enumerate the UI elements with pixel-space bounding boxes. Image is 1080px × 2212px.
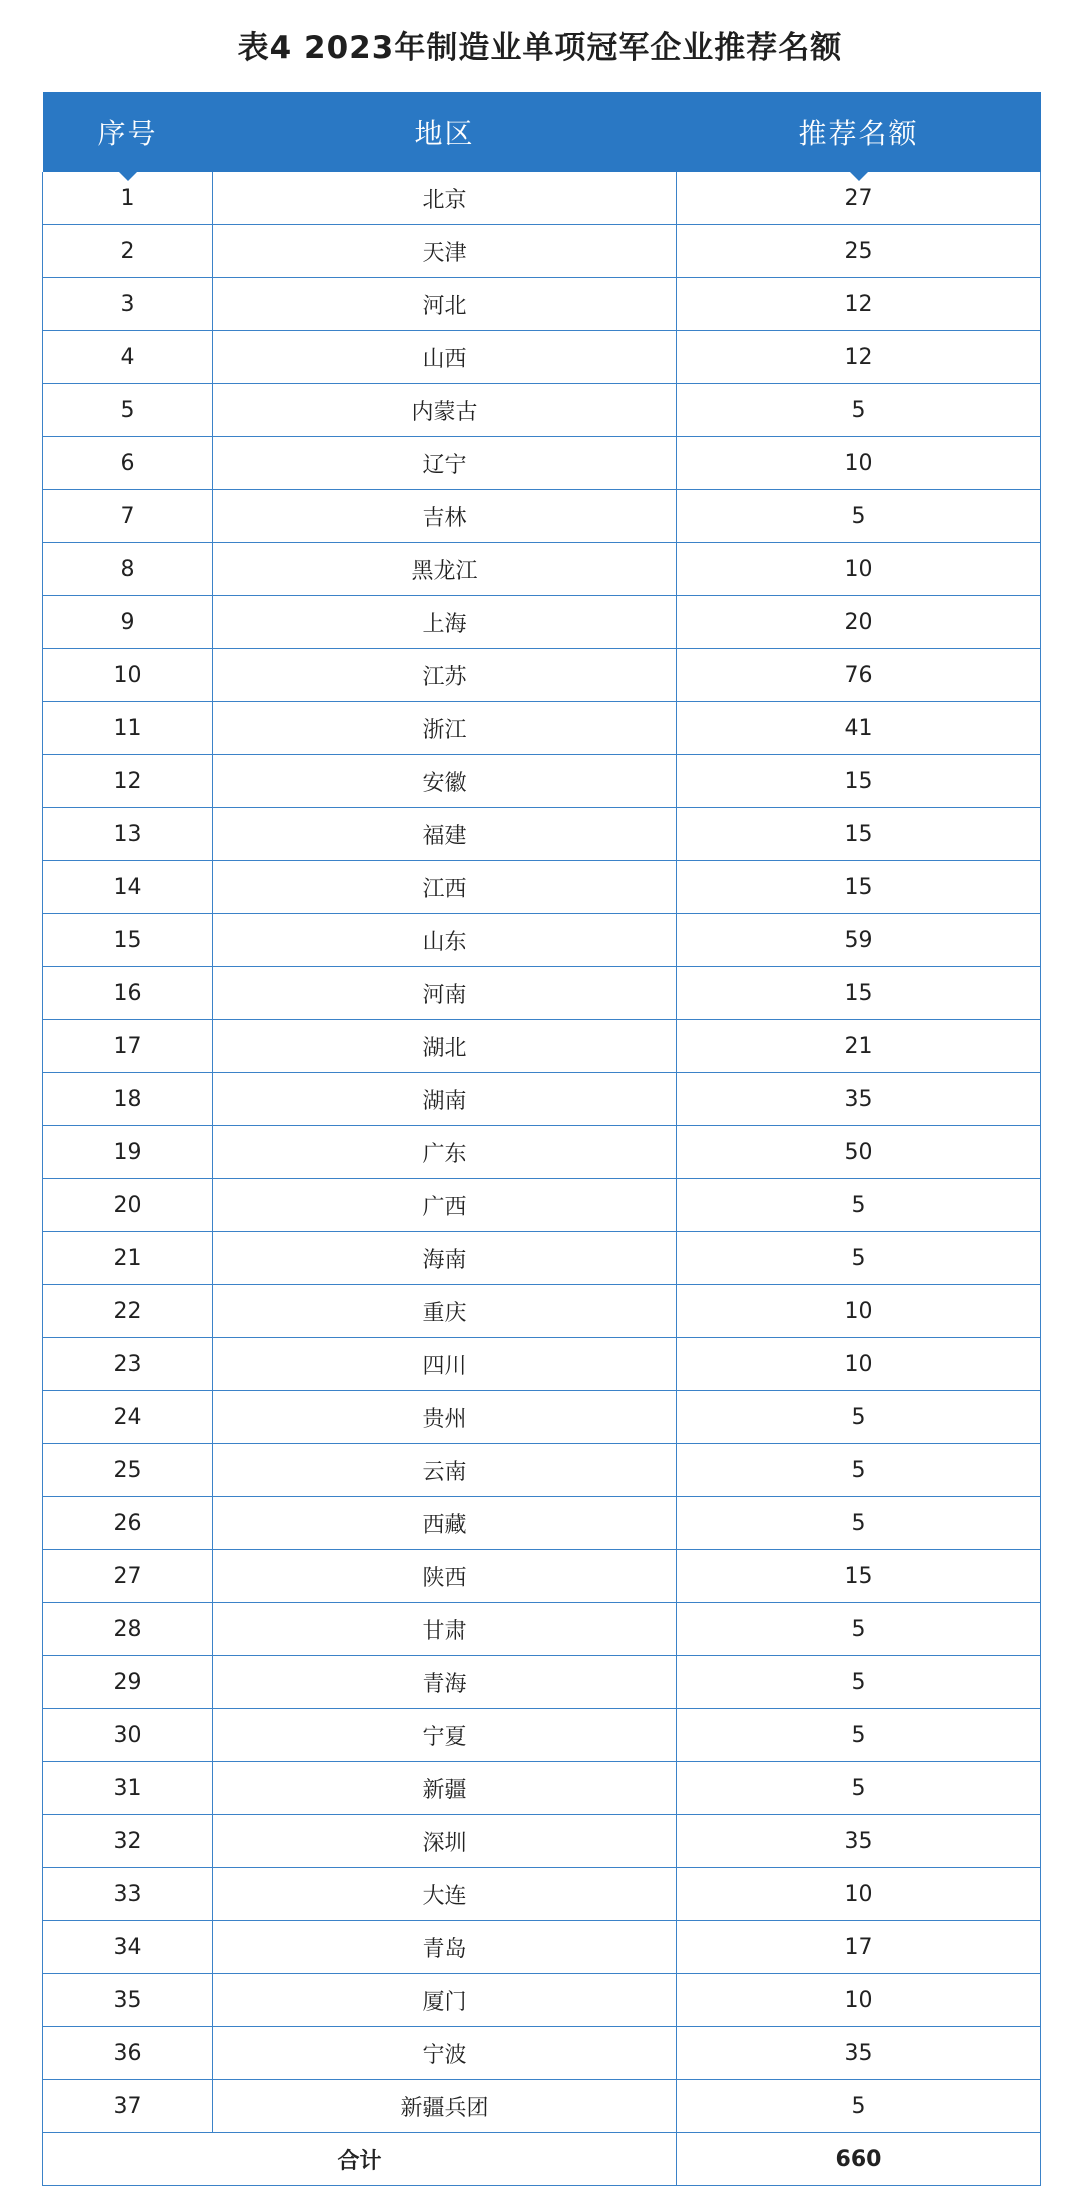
total-value: 660 <box>677 2133 1041 2186</box>
cell-index: 33 <box>43 1868 213 1921</box>
cell-index: 24 <box>43 1391 213 1444</box>
quota-table-container <box>42 92 1040 2186</box>
cell-index: 2 <box>43 225 213 278</box>
table-row <box>43 596 1041 649</box>
cell-quota: 12 <box>677 278 1041 331</box>
cell-quota: 5 <box>677 1762 1041 1815</box>
cell-quota: 41 <box>677 702 1041 755</box>
cell-region: 青海 <box>213 1656 677 1709</box>
cell-quota: 15 <box>677 967 1041 1020</box>
cell-index: 32 <box>43 1815 213 1868</box>
cell-index: 17 <box>43 1020 213 1073</box>
cell-quota: 15 <box>677 1550 1041 1603</box>
cell-region: 西藏 <box>213 1497 677 1550</box>
table-row <box>43 225 1041 278</box>
header-region <box>213 92 677 172</box>
cell-index: 21 <box>43 1232 213 1285</box>
cell-quota: 76 <box>677 649 1041 702</box>
cell-index: 12 <box>43 755 213 808</box>
header-pointer-icon <box>119 172 137 181</box>
cell-region: 北京 <box>213 172 677 225</box>
cell-region: 山东 <box>213 914 677 967</box>
table-row <box>43 2027 1041 2080</box>
cell-quota: 59 <box>677 914 1041 967</box>
cell-quota: 10 <box>677 1974 1041 2027</box>
cell-index: 19 <box>43 1126 213 1179</box>
cell-index: 22 <box>43 1285 213 1338</box>
cell-region: 海南 <box>213 1232 677 1285</box>
cell-region: 云南 <box>213 1444 677 1497</box>
cell-quota: 15 <box>677 755 1041 808</box>
cell-region: 内蒙古 <box>213 384 677 437</box>
cell-region: 深圳 <box>213 1815 677 1868</box>
table-row <box>43 490 1041 543</box>
cell-quota: 25 <box>677 225 1041 278</box>
cell-index: 25 <box>43 1444 213 1497</box>
table-row <box>43 1391 1041 1444</box>
table-row <box>43 1232 1041 1285</box>
table-row <box>43 649 1041 702</box>
table-body <box>43 172 1041 2133</box>
cell-region: 安徽 <box>213 755 677 808</box>
cell-quota: 5 <box>677 1444 1041 1497</box>
total-row <box>43 2133 1041 2186</box>
cell-quota: 17 <box>677 1921 1041 1974</box>
table-row <box>43 2080 1041 2133</box>
table-row <box>43 1020 1041 1073</box>
cell-region: 天津 <box>213 225 677 278</box>
table-row <box>43 861 1041 914</box>
table-row <box>43 1338 1041 1391</box>
cell-index: 7 <box>43 490 213 543</box>
header-index-label: 序号 <box>97 117 158 150</box>
cell-quota: 5 <box>677 1603 1041 1656</box>
header-quota <box>677 92 1041 172</box>
quota-table <box>42 92 1041 2186</box>
cell-quota: 21 <box>677 1020 1041 1073</box>
cell-index: 18 <box>43 1073 213 1126</box>
cell-region: 河北 <box>213 278 677 331</box>
cell-quota: 35 <box>677 1815 1041 1868</box>
table-row <box>43 1974 1041 2027</box>
cell-index: 4 <box>43 331 213 384</box>
cell-region: 陕西 <box>213 1550 677 1603</box>
table-row <box>43 1550 1041 1603</box>
cell-index: 9 <box>43 596 213 649</box>
total-label: 合计 <box>43 2133 677 2186</box>
cell-region: 上海 <box>213 596 677 649</box>
table-row <box>43 808 1041 861</box>
cell-index: 11 <box>43 702 213 755</box>
cell-index: 8 <box>43 543 213 596</box>
table-row <box>43 1126 1041 1179</box>
cell-quota: 10 <box>677 1338 1041 1391</box>
cell-region: 山西 <box>213 331 677 384</box>
cell-index: 10 <box>43 649 213 702</box>
cell-region: 黑龙江 <box>213 543 677 596</box>
table-row <box>43 914 1041 967</box>
cell-quota: 12 <box>677 331 1041 384</box>
table-row <box>43 755 1041 808</box>
table-row <box>43 1921 1041 1974</box>
cell-quota: 10 <box>677 1285 1041 1338</box>
cell-index: 26 <box>43 1497 213 1550</box>
cell-index: 23 <box>43 1338 213 1391</box>
cell-region: 湖南 <box>213 1073 677 1126</box>
table-row <box>43 1656 1041 1709</box>
cell-index: 1 <box>43 172 213 225</box>
table-row <box>43 967 1041 1020</box>
cell-quota: 5 <box>677 1709 1041 1762</box>
table-row <box>43 1497 1041 1550</box>
cell-index: 3 <box>43 278 213 331</box>
cell-region: 福建 <box>213 808 677 861</box>
cell-index: 5 <box>43 384 213 437</box>
cell-quota: 10 <box>677 543 1041 596</box>
cell-region: 厦门 <box>213 1974 677 2027</box>
table-row <box>43 172 1041 225</box>
cell-quota: 15 <box>677 861 1041 914</box>
table-row <box>43 437 1041 490</box>
cell-index: 34 <box>43 1921 213 1974</box>
cell-region: 湖北 <box>213 1020 677 1073</box>
cell-region: 重庆 <box>213 1285 677 1338</box>
header-region-label: 地区 <box>414 117 475 150</box>
table-row <box>43 1603 1041 1656</box>
cell-index: 36 <box>43 2027 213 2080</box>
table-row <box>43 1179 1041 1232</box>
table-row <box>43 543 1041 596</box>
cell-region: 广西 <box>213 1179 677 1232</box>
table-row <box>43 1868 1041 1921</box>
cell-region: 青岛 <box>213 1921 677 1974</box>
cell-region: 吉林 <box>213 490 677 543</box>
cell-region: 宁波 <box>213 2027 677 2080</box>
cell-index: 15 <box>43 914 213 967</box>
table-row <box>43 331 1041 384</box>
cell-index: 14 <box>43 861 213 914</box>
cell-index: 20 <box>43 1179 213 1232</box>
table-row <box>43 278 1041 331</box>
cell-index: 30 <box>43 1709 213 1762</box>
table-header <box>43 92 1041 172</box>
header-row <box>43 92 1041 172</box>
header-index <box>43 92 213 172</box>
cell-quota: 20 <box>677 596 1041 649</box>
cell-index: 35 <box>43 1974 213 2027</box>
cell-region: 浙江 <box>213 702 677 755</box>
cell-quota: 5 <box>677 1497 1041 1550</box>
table-row <box>43 1815 1041 1868</box>
cell-region: 宁夏 <box>213 1709 677 1762</box>
cell-quota: 5 <box>677 1656 1041 1709</box>
cell-region: 广东 <box>213 1126 677 1179</box>
cell-quota: 15 <box>677 808 1041 861</box>
table-row <box>43 1709 1041 1762</box>
cell-region: 大连 <box>213 1868 677 1921</box>
cell-index: 28 <box>43 1603 213 1656</box>
cell-quota: 5 <box>677 1179 1041 1232</box>
cell-index: 16 <box>43 967 213 1020</box>
cell-quota: 5 <box>677 490 1041 543</box>
cell-region: 江苏 <box>213 649 677 702</box>
cell-index: 31 <box>43 1762 213 1815</box>
cell-region: 江西 <box>213 861 677 914</box>
page-title: 表4 2023年制造业单项冠军企业推荐名额 <box>237 30 843 66</box>
cell-quota: 5 <box>677 1232 1041 1285</box>
cell-index: 29 <box>43 1656 213 1709</box>
table-row <box>43 1444 1041 1497</box>
cell-quota: 27 <box>677 172 1041 225</box>
cell-index: 37 <box>43 2080 213 2133</box>
cell-index: 27 <box>43 1550 213 1603</box>
cell-region: 辽宁 <box>213 437 677 490</box>
table-row <box>43 1762 1041 1815</box>
cell-region: 新疆 <box>213 1762 677 1815</box>
cell-region: 河南 <box>213 967 677 1020</box>
cell-quota: 5 <box>677 1391 1041 1444</box>
header-quota-label: 推荐名额 <box>798 117 919 150</box>
cell-region: 甘肃 <box>213 1603 677 1656</box>
cell-quota: 50 <box>677 1126 1041 1179</box>
table-row <box>43 384 1041 437</box>
cell-quota: 35 <box>677 2027 1041 2080</box>
cell-quota: 5 <box>677 384 1041 437</box>
cell-quota: 10 <box>677 1868 1041 1921</box>
table-row <box>43 1285 1041 1338</box>
cell-region: 四川 <box>213 1338 677 1391</box>
cell-region: 新疆兵团 <box>213 2080 677 2133</box>
cell-quota: 10 <box>677 437 1041 490</box>
table-footer <box>43 2133 1041 2186</box>
table-row <box>43 1073 1041 1126</box>
cell-quota: 35 <box>677 1073 1041 1126</box>
header-pointer-icon <box>850 172 868 181</box>
cell-index: 6 <box>43 437 213 490</box>
cell-index: 13 <box>43 808 213 861</box>
cell-quota: 5 <box>677 2080 1041 2133</box>
table-row <box>43 702 1041 755</box>
cell-region: 贵州 <box>213 1391 677 1444</box>
